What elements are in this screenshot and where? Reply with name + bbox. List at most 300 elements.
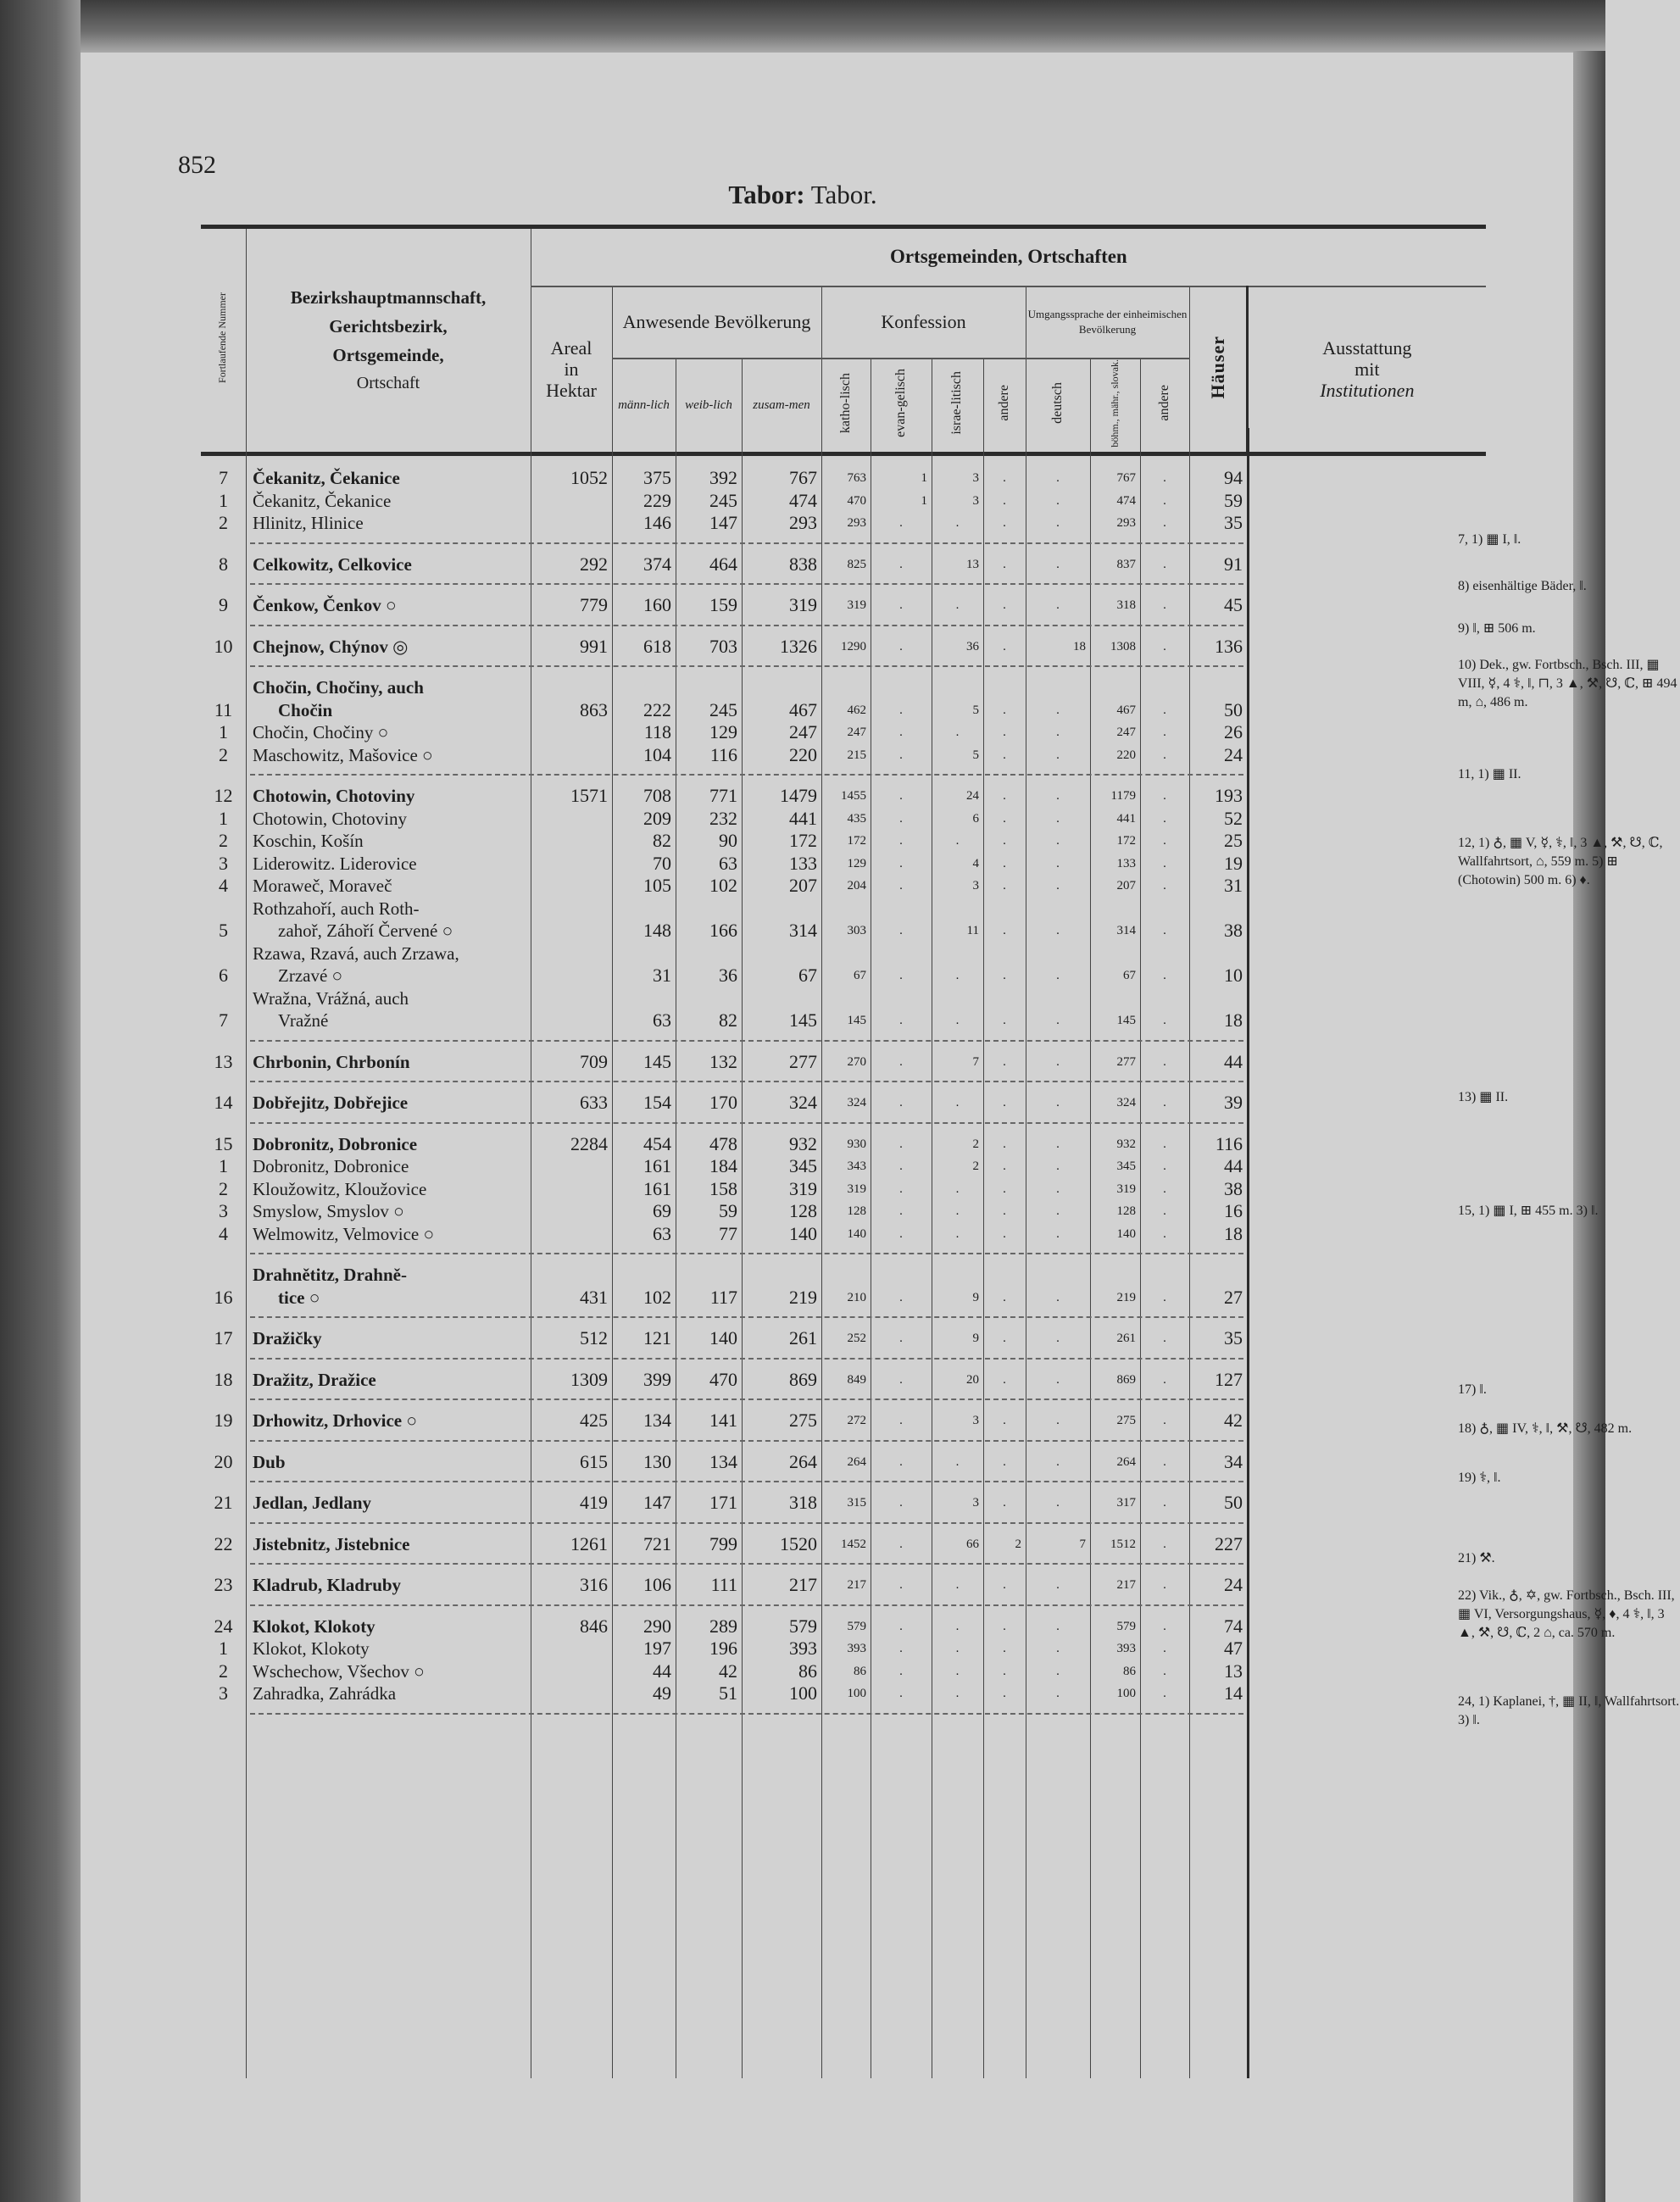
cell-german: .: [1056, 1014, 1060, 1027]
place-name-line: Celkowitz, Celkovice: [253, 553, 412, 575]
header-houses: Häuser: [1189, 286, 1247, 454]
cell-czech: 474: [1116, 493, 1136, 508]
cell-male: 721: [643, 1532, 671, 1554]
cell-female: 166: [709, 920, 737, 941]
cell-israelite: 2: [972, 1159, 979, 1173]
cell-female: 245: [709, 489, 737, 511]
place-name: [246, 1492, 531, 1515]
place-name-line: Dub: [253, 1451, 286, 1472]
cell-evangelical: .: [899, 1537, 903, 1551]
place-name-line: tice ○: [278, 1287, 320, 1308]
cell-male: 134: [643, 1410, 671, 1431]
cell-total: 264: [789, 1450, 817, 1472]
locality-row: [201, 830, 1247, 853]
cell-evangelical: .: [899, 639, 903, 653]
cell-czech: 264: [1116, 1454, 1136, 1469]
municipality-row: [201, 1451, 1247, 1474]
cell-male: 146: [643, 512, 671, 533]
cell-catholic: 247: [847, 726, 866, 739]
cell-conf-other: .: [1003, 516, 1006, 530]
cell-houses: 94: [1224, 467, 1243, 488]
cell-total: 838: [789, 553, 817, 575]
cell-houses: 44: [1224, 1155, 1243, 1176]
locality-row: [201, 853, 1247, 876]
cell-catholic: 210: [847, 1290, 866, 1304]
cell-male: 154: [643, 1092, 671, 1113]
cell-lang-other: .: [1163, 1537, 1166, 1551]
cell-houses: 31: [1224, 875, 1243, 896]
cell-czech: 467: [1116, 703, 1136, 717]
cell-male: 148: [643, 920, 671, 941]
cell-female: 77: [719, 1222, 737, 1244]
cell-israelite: 2: [972, 1137, 979, 1151]
municipality-row: [201, 1492, 1247, 1515]
cell-areal: 316: [580, 1574, 608, 1595]
municipality-row: [201, 1410, 1247, 1432]
cell-evangelical: .: [899, 1687, 903, 1700]
cell-israelite: 3: [972, 493, 979, 508]
row-number: 24: [214, 1615, 233, 1637]
locality-row: [201, 898, 1247, 943]
cell-israelite: 24: [966, 789, 979, 803]
amenity-note: 24, 1) Kaplanei, †, ▦ II, ‖, Wallfahrtsort. 3) ‖.: [1458, 1694, 1680, 1727]
cell-lang-other: .: [1163, 834, 1166, 848]
cell-total: 1326: [780, 635, 817, 657]
cell-houses: 116: [1215, 1132, 1243, 1154]
cell-male: 63: [653, 1009, 671, 1031]
place-name: [246, 987, 531, 1032]
amenity-note: 22) Vik., ♁, ✡, gw. Fortbsch., Bsch. III, ▦ VI, Versorgungshaus, ☿, ♦, 4 ⚕, ‖, 3 ▲, ⚒, ☋, ℂ, 2 ⌂, ca. 570 m.: [1458, 1588, 1675, 1640]
place-name: [246, 898, 531, 943]
cell-conf-other: .: [1003, 1182, 1006, 1196]
cell-male: 375: [643, 467, 671, 488]
locality-row: [201, 1178, 1247, 1201]
cell-male: 454: [643, 1132, 671, 1154]
cell-catholic: 343: [847, 1159, 866, 1173]
cell-german: .: [1056, 748, 1060, 762]
cell-female: 392: [709, 467, 737, 488]
locality-row: [201, 1200, 1247, 1223]
cell-german: .: [1056, 1204, 1060, 1218]
cell-german: .: [1056, 924, 1060, 937]
cell-female: 184: [709, 1155, 737, 1176]
cell-czech: 145: [1116, 1014, 1136, 1027]
municipality-row: [201, 1092, 1247, 1115]
cell-total: 1520: [780, 1532, 817, 1554]
cell-lang-other: .: [1163, 1182, 1166, 1196]
cell-female: 245: [709, 698, 737, 720]
municipality-group: [201, 1442, 1247, 1483]
cell-german: .: [1056, 471, 1060, 485]
cell-total: 261: [789, 1327, 817, 1348]
cell-houses: 35: [1224, 512, 1243, 533]
place-name-line: Koschin, Košín: [253, 831, 364, 851]
cell-houses: 10: [1224, 965, 1243, 986]
amenity-note: 7, 1) ▦ I, ‖.: [1458, 532, 1521, 547]
row-number: 1: [219, 489, 228, 511]
cell-israelite: .: [955, 1664, 960, 1678]
cell-israelite: 7: [972, 1054, 979, 1069]
row-number: 17: [214, 1327, 233, 1348]
cell-german: .: [1056, 879, 1060, 892]
cell-houses: 91: [1224, 553, 1243, 575]
cell-areal: 425: [580, 1410, 608, 1431]
cell-lang-other: .: [1163, 1664, 1166, 1678]
cell-german: 7: [1079, 1537, 1086, 1551]
cell-male: 708: [643, 785, 671, 806]
cell-houses: 19: [1224, 852, 1243, 874]
cell-male: 31: [653, 965, 671, 986]
place-name-line: Dobřejitz, Dobřejice: [253, 1093, 409, 1113]
cell-lang-other: .: [1163, 639, 1166, 653]
cell-lang-other: .: [1163, 493, 1166, 508]
row-number: 2: [219, 830, 228, 851]
municipality-group: [201, 585, 1247, 626]
cell-evangelical: .: [899, 598, 903, 612]
scan-edge-top: [81, 0, 1605, 53]
municipality-group: [201, 1124, 1247, 1255]
cell-lang-other: .: [1163, 969, 1166, 982]
cell-houses: 74: [1224, 1615, 1243, 1637]
cell-male: 160: [643, 594, 671, 615]
place-name-line: Jistebnitz, Jistebnice: [253, 1533, 410, 1554]
cell-total: 217: [789, 1574, 817, 1595]
cell-total: 318: [789, 1492, 817, 1513]
cell-female: 36: [719, 965, 737, 986]
place-name-line: Chočin, Chočiny, auch: [253, 677, 424, 698]
cell-houses: 52: [1224, 807, 1243, 829]
place-name-line: Čenkow, Čenkov ○: [253, 595, 397, 615]
cell-lang-other: .: [1163, 1204, 1166, 1218]
cell-evangelical: .: [899, 856, 903, 870]
cell-israelite: 36: [966, 639, 979, 653]
row-number: 9: [219, 594, 228, 615]
locality-row: [201, 808, 1247, 831]
place-name-line: Wražna, Vrážná, auch: [253, 987, 409, 1009]
cell-male: 130: [643, 1450, 671, 1472]
header-total: zusam-men: [742, 359, 821, 454]
place-name-line: Klokot, Klokoty: [253, 1615, 375, 1637]
cell-houses: 18: [1224, 1009, 1243, 1031]
cell-evangelical: .: [899, 1414, 903, 1427]
place-name-line: Chočin, Chočiny ○: [253, 722, 389, 742]
amenity-note: 9) ‖, ⊞ 506 m.: [1458, 621, 1536, 636]
cell-german: .: [1056, 834, 1060, 848]
cell-houses: 45: [1224, 594, 1243, 615]
place-name: [246, 676, 531, 721]
cell-houses: 59: [1224, 489, 1243, 511]
cell-czech: 1308: [1110, 639, 1136, 653]
cell-female: 171: [709, 1492, 737, 1513]
cell-catholic: 930: [847, 1137, 866, 1151]
cell-lang-other: .: [1163, 1642, 1166, 1655]
cell-male: 222: [643, 698, 671, 720]
cell-female: 147: [709, 512, 737, 533]
amenity-note: 15, 1) ▦ I, ⊞ 455 m. 3) ‖.: [1458, 1204, 1599, 1218]
cell-lang-other: .: [1163, 789, 1166, 803]
cell-israelite: 4: [972, 856, 979, 870]
cell-evangelical: .: [899, 1014, 903, 1027]
cell-evangelical: .: [899, 557, 903, 571]
cell-houses: 24: [1224, 743, 1243, 765]
cell-total: 133: [789, 852, 817, 874]
place-name: [246, 467, 531, 490]
cell-female: 129: [709, 721, 737, 742]
cell-catholic: 172: [847, 834, 866, 848]
cell-evangelical: .: [899, 1496, 903, 1510]
cell-german: .: [1056, 1454, 1060, 1469]
row-number: 16: [214, 1286, 233, 1308]
cell-lang-other: .: [1163, 598, 1166, 612]
cell-male: 44: [653, 1660, 671, 1682]
cell-conf-other: .: [1003, 1290, 1006, 1304]
municipality-group: [201, 1318, 1247, 1360]
cell-female: 232: [709, 807, 737, 829]
cell-houses: 42: [1224, 1410, 1243, 1431]
cell-areal: 2284: [570, 1132, 608, 1154]
cell-israelite: 66: [966, 1537, 979, 1551]
cell-total: 220: [789, 743, 817, 765]
cell-german: .: [1056, 1159, 1060, 1173]
cell-lang-other: .: [1163, 1578, 1166, 1592]
cell-czech: 100: [1116, 1687, 1136, 1700]
cell-total: 932: [789, 1132, 817, 1154]
place-name: [246, 1682, 531, 1705]
locality-row: [201, 744, 1247, 767]
cell-conf-other: .: [1003, 969, 1006, 982]
cell-israelite: 3: [972, 1496, 979, 1510]
amenity-note: 12, 1) ♁, ▦ V, ☿, ⚕, ‖, 3 ▲, ⚒, ☋, ℂ, Wallfahrtsort, ⌂, 559 m. 5) ⊞ (Chotowin) 500 m. 6) ♦.: [1458, 836, 1663, 887]
cell-total: 869: [789, 1368, 817, 1390]
amenity-note: 10) Dek., gw. Fortbsch., Bsch. III, ▦ VIII, ☿, 4 ⚕, ‖, ⊓, 3 ▲, ⚒, ☋, ℂ, ⊞ 494 m, ⌂, 486 m.: [1458, 658, 1677, 709]
cell-evangelical: .: [899, 1137, 903, 1151]
cell-israelite: 5: [972, 703, 979, 717]
cell-catholic: 470: [847, 493, 866, 508]
place-name-line: Čekanitz, Čekanice: [253, 490, 392, 511]
cell-czech: 217: [1116, 1578, 1136, 1592]
cell-israelite: .: [955, 1642, 960, 1655]
cell-female: 771: [709, 785, 737, 806]
cell-lang-other: .: [1163, 471, 1166, 485]
cell-female: 170: [709, 1092, 737, 1113]
page-number: 852: [178, 151, 216, 179]
cell-israelite: 6: [972, 811, 979, 826]
cell-houses: 44: [1224, 1050, 1243, 1072]
amenity-note: 19) ⚕, ‖.: [1458, 1471, 1501, 1485]
cell-catholic: 435: [847, 811, 866, 826]
cell-lang-other: .: [1163, 1454, 1166, 1469]
cell-czech: 1512: [1110, 1537, 1136, 1551]
place-name-line: Dobronitz, Dobronice: [253, 1133, 418, 1154]
municipality-row: [201, 553, 1247, 576]
cell-areal: 1309: [570, 1368, 608, 1390]
cell-catholic: 1452: [841, 1537, 866, 1551]
place-name: [246, 1451, 531, 1474]
cell-czech: 317: [1116, 1496, 1136, 1510]
cell-male: 82: [653, 830, 671, 851]
place-name: [246, 1051, 531, 1074]
cell-israelite: .: [955, 1096, 960, 1109]
cell-evangelical: .: [899, 1578, 903, 1592]
cell-houses: 13: [1224, 1660, 1243, 1682]
cell-german: .: [1056, 1496, 1060, 1510]
row-number: 15: [214, 1132, 233, 1154]
cell-total: 277: [789, 1050, 817, 1072]
cell-areal: 633: [580, 1092, 608, 1113]
cell-total: 324: [789, 1092, 817, 1113]
cell-conf-other: .: [1003, 471, 1006, 485]
cell-conf-other: .: [1003, 1014, 1006, 1027]
municipality-group: [201, 1606, 1247, 1715]
locality-row: [201, 1638, 1247, 1660]
cell-german: .: [1056, 1687, 1060, 1700]
cell-female: 141: [709, 1410, 737, 1431]
place-name: [246, 744, 531, 767]
cell-houses: 193: [1215, 785, 1243, 806]
cell-evangelical: .: [899, 1096, 903, 1109]
locality-row: [201, 1223, 1247, 1246]
row-number: 6: [219, 965, 228, 986]
cell-areal: 512: [580, 1327, 608, 1348]
municipality-row: [201, 594, 1247, 617]
header-czech: böhm., mähr., slovak.: [1090, 359, 1140, 454]
cell-lang-other: .: [1163, 1290, 1166, 1304]
cell-male: 70: [653, 852, 671, 874]
row-number: 18: [214, 1368, 233, 1390]
municipality-group: [201, 1360, 1247, 1401]
cell-conf-other: .: [1003, 1687, 1006, 1700]
cell-czech: 220: [1116, 748, 1136, 762]
row-number: 22: [214, 1532, 233, 1554]
place-name-line: Čekanitz, Čekanice: [253, 468, 400, 488]
cell-israelite: .: [955, 1226, 960, 1241]
cell-houses: 47: [1224, 1638, 1243, 1659]
cell-conf-other: .: [1003, 856, 1006, 870]
cell-israelite: 9: [972, 1290, 979, 1304]
locality-row: [201, 943, 1247, 987]
cell-conf-other: .: [1003, 879, 1006, 892]
cell-total: 207: [789, 875, 817, 896]
cell-german: .: [1056, 1578, 1060, 1592]
cell-conf-other: .: [1003, 1332, 1006, 1345]
cell-female: 140: [709, 1327, 737, 1348]
locality-row: [201, 875, 1247, 898]
cell-areal: 615: [580, 1450, 608, 1472]
column-rule: [1247, 428, 1249, 2078]
cell-conf-other: .: [1003, 1137, 1006, 1151]
municipality-group: [201, 1482, 1247, 1524]
place-name: [246, 1638, 531, 1660]
cell-male: 102: [643, 1286, 671, 1308]
cell-houses: 14: [1224, 1682, 1243, 1704]
cell-conf-other: .: [1003, 748, 1006, 762]
cell-catholic: 140: [847, 1226, 866, 1241]
cell-czech: 345: [1116, 1159, 1136, 1173]
cell-israelite: .: [955, 1204, 960, 1218]
cell-israelite: .: [955, 1454, 960, 1469]
cell-czech: 247: [1116, 726, 1136, 739]
cell-catholic: 272: [847, 1414, 866, 1427]
cell-catholic: 217: [847, 1578, 866, 1592]
cell-catholic: 100: [847, 1687, 866, 1700]
cell-conf-other: .: [1003, 1096, 1006, 1109]
row-number: 2: [219, 1177, 228, 1199]
cell-female: 116: [709, 743, 737, 765]
cell-catholic: 825: [847, 557, 866, 571]
place-name-line: Chotowin, Chotoviny: [253, 786, 415, 806]
locality-row: [201, 1155, 1247, 1178]
cell-german: .: [1056, 557, 1060, 571]
place-name-line: Chrbonin, Chrbonín: [253, 1051, 410, 1072]
cell-czech: 277: [1116, 1054, 1136, 1069]
cell-czech: 219: [1116, 1290, 1136, 1304]
place-name-line: Chotowin, Chotoviny: [253, 808, 408, 829]
cell-houses: 50: [1224, 1492, 1243, 1513]
cell-czech: 314: [1116, 924, 1136, 937]
cell-lang-other: .: [1163, 856, 1166, 870]
cell-total: 319: [789, 1177, 817, 1199]
municipality-row: [201, 676, 1247, 721]
cell-czech: 579: [1116, 1619, 1136, 1633]
cell-male: 290: [643, 1615, 671, 1637]
cell-czech: 869: [1116, 1372, 1136, 1387]
cell-total: 314: [789, 920, 817, 941]
cell-german: .: [1056, 1414, 1060, 1427]
cell-israelite: 13: [966, 557, 979, 571]
cell-houses: 26: [1224, 721, 1243, 742]
cell-israelite: 5: [972, 748, 979, 762]
cell-evangelical: .: [899, 703, 903, 717]
page-title: [0, 180, 1605, 210]
cell-female: 799: [709, 1532, 737, 1554]
cell-lang-other: .: [1163, 1096, 1166, 1109]
place-name: [246, 1133, 531, 1156]
municipality-group: [201, 1400, 1247, 1442]
cell-male: 618: [643, 635, 671, 657]
cell-german: .: [1056, 1182, 1060, 1196]
cell-houses: 136: [1215, 635, 1243, 657]
cell-total: 172: [789, 830, 817, 851]
place-name-line: Kloužowitz, Kloužovice: [253, 1178, 427, 1199]
place-name: [246, 1223, 531, 1246]
title-district: Tabor:: [728, 180, 805, 209]
row-number: 20: [214, 1450, 233, 1472]
place-name-line: Drahnětitz, Drahně-: [253, 1265, 407, 1285]
cell-evangelical: .: [899, 516, 903, 530]
row-number: 1: [219, 807, 228, 829]
cell-lang-other: .: [1163, 811, 1166, 826]
header-name: Bezirkshauptmannschaft, Gerichtsbezirk, Ortsgemeinde, Ortschaft: [246, 227, 531, 454]
cell-houses: 227: [1215, 1532, 1243, 1554]
cell-israelite: .: [955, 516, 960, 530]
cell-german: .: [1056, 703, 1060, 717]
cell-evangelical: 1: [921, 471, 927, 485]
cell-conf-other: .: [1003, 924, 1006, 937]
row-number: 7: [219, 467, 228, 488]
cell-evangelical: .: [899, 879, 903, 892]
place-name: [246, 553, 531, 576]
row-number: 3: [219, 1682, 228, 1704]
cell-catholic: 252: [847, 1332, 866, 1345]
cell-conf-other: .: [1003, 1496, 1006, 1510]
cell-catholic: 579: [847, 1619, 866, 1633]
table-body: [201, 428, 1680, 2081]
cell-female: 464: [709, 553, 737, 575]
cell-conf-other: .: [1003, 1619, 1006, 1633]
cell-israelite: .: [955, 1687, 960, 1700]
cell-female: 63: [719, 852, 737, 874]
cell-evangelical: .: [899, 1054, 903, 1069]
